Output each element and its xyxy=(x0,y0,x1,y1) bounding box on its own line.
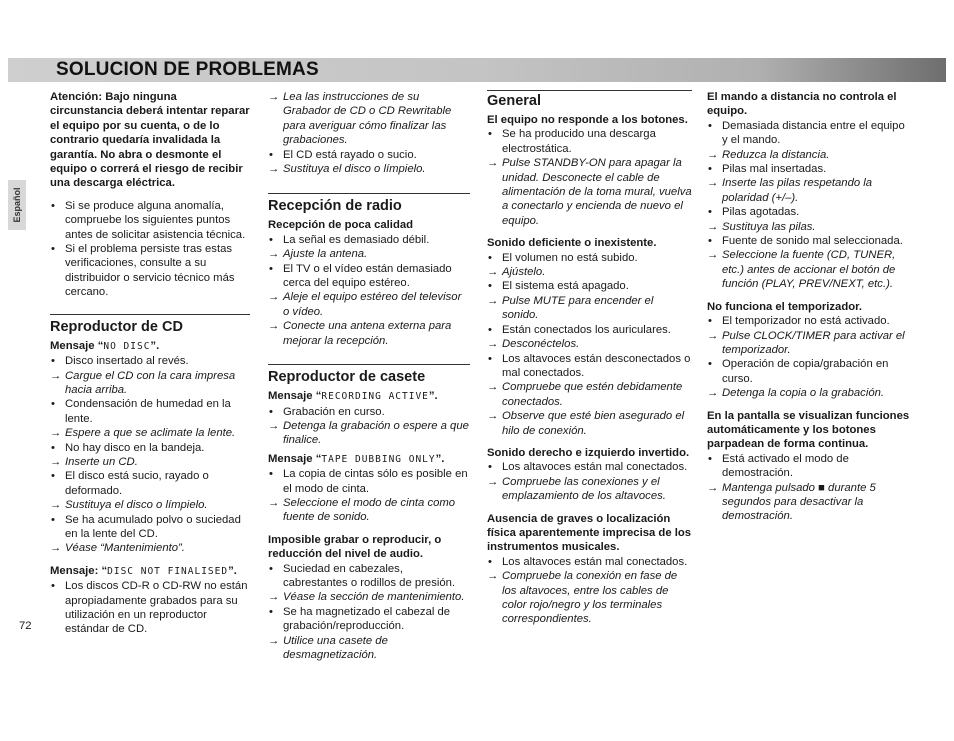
general-s2-list xyxy=(487,251,692,438)
warning-text: Atención: Bajo ninguna circunstancia deberá intentar reparar el equipo por su cuenta, o de lo contrario quedaría invalidada la garantía. No abra o desmonte el equipo o correrá el riesgo de recibir una descarga eléctrica. xyxy=(50,91,250,190)
list-item: • Grabación en curso. xyxy=(268,405,470,419)
list-item: • Se ha acumulado polvo o suciedad en la lente del CD. xyxy=(50,513,250,542)
list-item: • Fuente de sonido mal seleccionada. xyxy=(707,234,912,248)
sub-heading: No funciona el temporizador. xyxy=(707,300,863,313)
list-item: → Espere a que se aclimate la lente. xyxy=(50,426,250,440)
message-heading: Mensaje “RECORDING ACTIVE”. xyxy=(268,390,438,403)
list-item: → Compruebe las conexiones y el emplazamiento de los altavoces. xyxy=(487,475,692,504)
sub-heading: Sonido derecho e izquierdo invertido. xyxy=(487,446,690,459)
list-item: → Ajuste la antena. xyxy=(268,247,470,261)
list-item: → Pulse STANDBY-ON para apagar la unidad. Desconecte el cable de alimentación de la toma mural, vuelva a conectarlo y encienda de nuevo el equipo. xyxy=(487,156,692,228)
list-item: • El CD está rayado o sucio. xyxy=(268,148,470,162)
general-s1-list xyxy=(487,127,692,228)
general-s4-list xyxy=(487,555,692,627)
list-item: → Pulse CLOCK/TIMER para activar el temporizador. xyxy=(707,329,912,358)
list-item: → Véase la sección de mantenimiento. xyxy=(268,590,470,604)
cd-msg1-list xyxy=(50,354,250,556)
list-item: • El temporizador no está activado. xyxy=(707,314,912,328)
section-heading-tape: Reproductor de casete xyxy=(268,364,470,385)
list-item: → Reduzca la distancia. xyxy=(707,148,912,162)
remote-list xyxy=(707,119,912,292)
list-item: • Están conectados los auriculares. xyxy=(487,323,692,337)
list-item: • El TV o el vídeo están demasiado cerca del equipo estéreo. xyxy=(268,262,470,291)
list-item: • Si se produce alguna anomalía, compruebe los siguientes puntos antes de solicitar asistencia técnica. xyxy=(50,199,250,242)
list-item: → Seleccione la fuente (CD, TUNER, etc.) antes de accionar el botón de función (PLAY, PREV/NEXT, etc.). xyxy=(707,248,912,291)
column-3 xyxy=(487,90,692,627)
list-item: • El sistema está apagado. xyxy=(487,279,692,293)
list-item: • Operación de copia/grabación en curso. xyxy=(707,357,912,386)
sub-heading: En la pantalla se visualizan funciones automáticamente y los botones parpadean de forma continua. xyxy=(707,409,910,451)
column-1 xyxy=(50,90,250,637)
list-item: • El disco está sucio, rayado o deformado. xyxy=(50,469,250,498)
list-item: → Aleje el equipo estéreo del televisor o vídeo. xyxy=(268,290,470,319)
list-item: • Pilas agotadas. xyxy=(707,205,912,219)
list-item: → Utilice una casete de desmagnetización. xyxy=(268,634,470,663)
list-item: → Observe que esté bien asegurado el hilo de conexión. xyxy=(487,409,692,438)
page-title: SOLUCION DE PROBLEMAS xyxy=(56,59,319,80)
list-item: → Seleccione el modo de cinta como fuente de sonido. xyxy=(268,496,470,525)
radio-list xyxy=(268,233,470,348)
message-heading: Mensaje: “DISC NOT FINALISED”. xyxy=(50,564,237,577)
list-item: → Inserte las pilas respetando la polaridad (+/–). xyxy=(707,176,912,205)
list-item: → Detenga la copia o la grabación. xyxy=(707,386,912,400)
demo-list xyxy=(707,452,912,524)
list-item: • Los discos CD-R o CD-RW no están apropiadamente grabados para su utilización en un reproductor estándar de CD. xyxy=(50,579,250,637)
list-item: • Si el problema persiste tras estas verificaciones, consulte a su distribuidor o servicio técnico más cercano. xyxy=(50,242,250,300)
list-item: → Véase “Mantenimiento”. xyxy=(50,541,250,555)
section-heading-general: General xyxy=(487,90,692,109)
sub-heading: Sonido deficiente o inexistente. xyxy=(487,237,657,250)
page-number: 72 xyxy=(19,620,32,632)
list-item: → Inserte un CD. xyxy=(50,455,250,469)
language-tab xyxy=(8,180,26,230)
list-item: • No hay disco en la bandeja. xyxy=(50,441,250,455)
cd-msg2-list xyxy=(50,579,250,637)
list-item: • Condensación de humedad en la lente. xyxy=(50,397,250,426)
timer-list xyxy=(707,314,912,400)
list-item: → Detenga la grabación o espere a que finalice. xyxy=(268,419,470,448)
list-item: • La copia de cintas sólo es posible en el modo de cinta. xyxy=(268,467,470,496)
list-item: → Pulse MUTE para encender el sonido. xyxy=(487,294,692,323)
list-item: • Pilas mal insertadas. xyxy=(707,162,912,176)
sub-heading: Ausencia de graves o localización física aparentemente imprecisa de los instrumentos musicales. xyxy=(487,512,692,554)
list-item: → Cargue el CD con la cara impresa hacia arriba. xyxy=(50,369,250,398)
list-item: • Los altavoces están desconectados o mal conectados. xyxy=(487,352,692,381)
cd-cont-list xyxy=(268,90,470,176)
tape-msg2-list xyxy=(268,467,470,525)
column-4 xyxy=(707,90,912,524)
list-item: → Compruebe la conexión en fase de los altavoces, entre los cables de color rojo/negro y los terminales correspondientes. xyxy=(487,569,692,627)
sub-heading: Imposible grabar o reproducir, o reducción del nivel de audio. xyxy=(268,533,442,561)
general-s3-list xyxy=(487,460,692,503)
list-item: • Los altavoces están mal conectados. xyxy=(487,555,692,569)
list-item: → Lea las instrucciones de su Grabador de CD o CD Rewritable para averiguar cómo finalizar las grabaciones. xyxy=(268,90,470,148)
message-heading: Mensaje “TAPE DUBBING ONLY”. xyxy=(268,452,445,465)
section-heading-cd: Reproductor de CD xyxy=(50,314,250,335)
list-item: • La señal es demasiado débil. xyxy=(268,233,470,247)
list-item: → Mantenga pulsado ■ durante 5 segundos para desactivar la demostración. xyxy=(707,481,912,524)
intro-list xyxy=(50,199,250,300)
list-item: • Se ha producido una descarga electrostática. xyxy=(487,127,692,156)
column-2 xyxy=(268,90,470,662)
tape-msg1-list xyxy=(268,405,470,448)
sub-heading: Recepción de poca calidad xyxy=(268,219,414,232)
list-item: • Se ha magnetizado el cabezal de grabación/reproducción. xyxy=(268,605,470,634)
list-item: • Disco insertado al revés. xyxy=(50,354,250,368)
list-item: • El volumen no está subido. xyxy=(487,251,692,265)
list-item: • Está activado el modo de demostración. xyxy=(707,452,912,481)
list-item: → Ajústelo. xyxy=(487,265,692,279)
list-item: • Demasiada distancia entre el equipo y el mando. xyxy=(707,119,912,148)
language-tab-label: Español xyxy=(12,187,22,223)
section-heading-radio: Recepción de radio xyxy=(268,193,470,214)
list-item: → Sustituya las pilas. xyxy=(707,220,912,234)
list-item: → Conecte una antena externa para mejorar la recepción. xyxy=(268,319,470,348)
tape-sub3-list xyxy=(268,562,470,663)
sub-heading: El equipo no responde a los botones. xyxy=(487,114,688,126)
list-item: • Los altavoces están mal conectados. xyxy=(487,460,692,474)
list-item: → Desconéctelos. xyxy=(487,337,692,351)
message-heading: Mensaje “NO DISC”. xyxy=(50,339,160,352)
list-item: → Sustituya el disco o límpielo. xyxy=(268,162,470,176)
title-banner xyxy=(8,58,946,82)
sub-heading: El mando a distancia no controla el equipo. xyxy=(707,91,897,118)
list-item: → Compruebe que estén debidamente conectados. xyxy=(487,380,692,409)
list-item: • Suciedad en cabezales, cabrestantes o rodillos de presión. xyxy=(268,562,470,591)
list-item: → Sustituya el disco o límpielo. xyxy=(50,498,250,512)
